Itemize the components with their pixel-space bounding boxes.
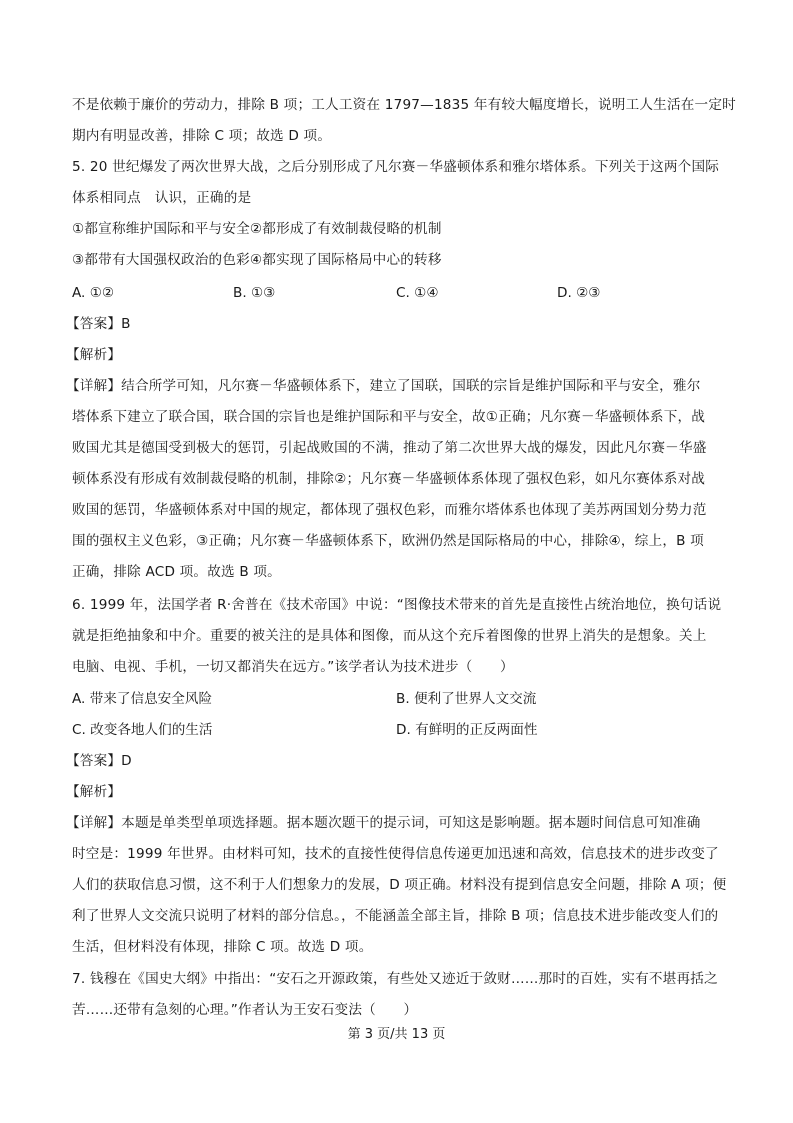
- q6-answer: 【答案】D: [66, 753, 132, 769]
- q6-detail-line: 利了世界人文交流只说明了材料的部分信息。，不能涵盖全部主旨，排除 B 项；信息技术进步能改变人们的: [72, 908, 719, 924]
- statement-line: ③都带有大国强权政治的色彩④都实现了国际格局中心的转移: [72, 252, 442, 268]
- q5-detail-line: 正确，排除 ACD 项。故选 B 项。: [72, 564, 281, 580]
- q5-option-d: D. ②③: [557, 285, 601, 301]
- question-7-stem: 7. 钱穆在《国史大纲》中指出：“安石之开源政策，有些处又迹近于敛财……那时的百姓，实有不堪再括之: [72, 971, 718, 987]
- q6-option-c: C. 改变各地人们的生活: [72, 722, 213, 738]
- q5-analysis-label: 【解析】: [66, 347, 122, 363]
- text-line: 体系相同点 认识，正确的是: [72, 190, 252, 206]
- q5-detail-line: 顿体系没有形成有效制裁侵略的机制，排除②；凡尔赛－华盛顿体系体现了强权色彩，如凡尔赛体系对战: [72, 471, 706, 487]
- q5-detail-line: 围的强权主义色彩，③正确；凡尔赛－华盛顿体系下，欧洲仍然是国际格局的中心，排除④，综上，B 项: [72, 533, 704, 549]
- text-line: 电脑、电视、手机，一切又都消失在远方。”该学者认为技术进步（ ）: [72, 659, 514, 675]
- text-line: 苦……还带有急刻的心理。”作者认为王安石变法（ ）: [72, 1002, 418, 1018]
- q5-option-b: B. ①③: [233, 285, 276, 301]
- question-6-stem: 6. 1999 年，法国学者 R·舍普在《技术帝国》中说：“图像技术带来的首先是直接性占统治地位，换句话说: [72, 597, 722, 613]
- page-number-footer: 第 3 页/共 13 页: [347, 1027, 446, 1042]
- text-line: 不是依赖于廉价的劳动力，排除 B 项；工人工资在 1797—1835 年有较大幅度增长，说明工人生活在一定时: [72, 97, 736, 113]
- q5-answer: 【答案】B: [66, 316, 131, 332]
- text-line: 期内有明显改善，排除 C 项；故选 D 项。: [72, 128, 332, 144]
- q6-detail-line: 生活，但材料没有体现，排除 C 项。故选 D 项。: [72, 939, 373, 955]
- q5-option-a: A. ①②: [72, 285, 115, 301]
- q5-detail-line: 【详解】结合所学可知，凡尔赛－华盛顿体系下，建立了国联，国联的宗旨是维护国际和平与安全，雅尔: [66, 378, 701, 394]
- q5-detail-line: 塔体系下建立了联合国，联合国的宗旨也是维护国际和平与安全，故①正确；凡尔赛－华盛顿体系下，战: [72, 409, 706, 425]
- statement-line: ①都宣称维护国际和平与安全②都形成了有效制裁侵略的机制: [72, 221, 442, 237]
- text-line: 就是拒绝抽象和中介。重要的被关注的是具体和图像，而从这个充斥着图像的世界上消失的是想象。关上: [72, 628, 707, 644]
- question-5-stem: 5. 20 世纪爆发了两次世界大战，之后分别形成了凡尔赛－华盛顿体系和雅尔塔体系。下列关于这两个国际: [72, 159, 720, 175]
- q6-analysis-label: 【解析】: [66, 784, 122, 800]
- q6-option-b: B. 便利了世界人文交流: [396, 691, 537, 707]
- q5-option-c: C. ①④: [396, 285, 439, 301]
- q6-detail-line: 人们的获取信息习惯，这不利于人们想象力的发展，D 项正确。材料没有提到信息安全问题，排除 A 项；便: [72, 877, 727, 893]
- q5-detail-line: 败国尤其是德国受到极大的惩罚，引起战败国的不满，推动了第二次世界大战的爆发，因此凡尔赛－华盛: [72, 440, 707, 456]
- q6-option-a: A. 带来了信息安全风险: [72, 691, 213, 707]
- q6-option-d: D. 有鲜明的正反两面性: [396, 722, 538, 738]
- q6-detail-line: 时空是：1999 年世界。由材料可知，技术的直接性使得信息传递更加迅速和高效，信息技术的进步改变了: [72, 846, 719, 862]
- q5-detail-line: 败国的惩罚，华盛顿体系对中国的规定，都体现了强权色彩，而雅尔塔体系也体现了美苏两国划分势力范: [72, 502, 707, 518]
- q6-detail-line: 【详解】本题是单类型单项选择题。据本题次题干的提示词，可知这是影响题。据本题时间信息可知准确: [66, 815, 701, 831]
